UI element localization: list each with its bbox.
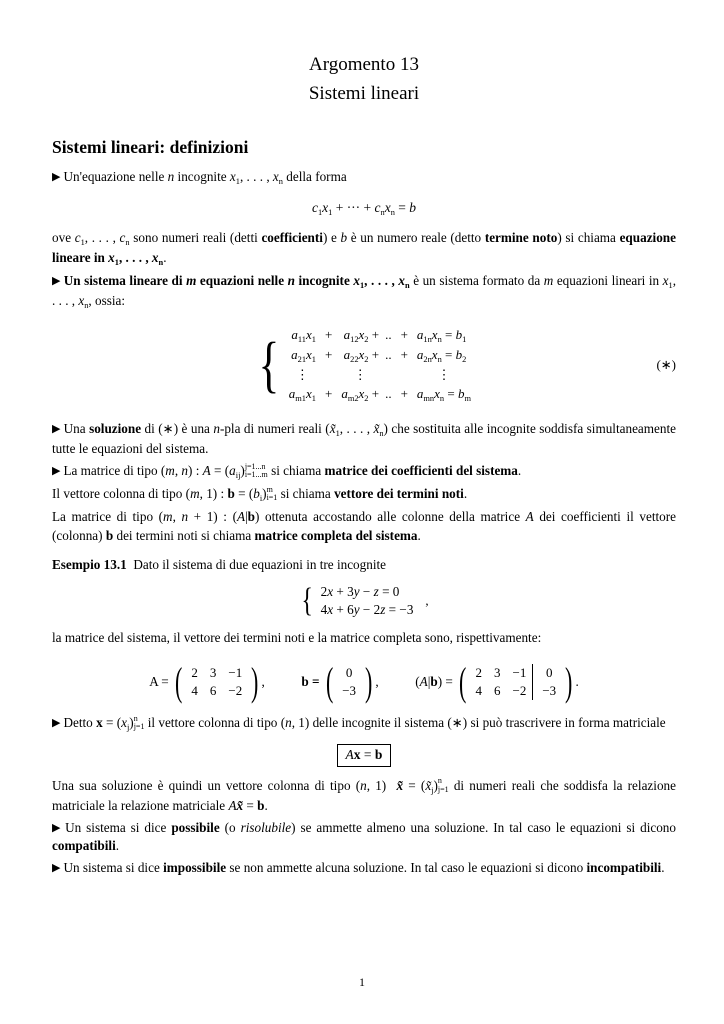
table-row: 2 3 −1 <box>191 664 243 680</box>
example-comma: , <box>425 593 429 609</box>
matrix-b-label: b = <box>301 673 320 689</box>
equation-linear-general: $c_1x_1$ + ··· + $c_nx_n = b$ <box>311 199 417 217</box>
matrices-row <box>52 658 676 704</box>
comma: , <box>375 673 379 689</box>
paragraph-solution-definition: ▶ Una soluzione di (∗) è una n-pla di numeri reali ($x̃_1$, . . . , $x̃_n$) che sostituita alle incognite soddisfa simultaneamente tutte le equazioni del sistema. <box>52 421 677 457</box>
bullet-icon: ▶ <box>52 861 61 874</box>
page-number: 1 <box>359 975 365 989</box>
title-line-1: Argomento 13 <box>309 54 419 75</box>
matrix-A-table <box>185 664 248 700</box>
close-paren: ) <box>565 658 573 704</box>
table-row: 4 6 −2 <box>191 682 243 698</box>
paragraph-coefficient-matrix: ▶ La matrice di tipo (m, n) : $A = (a_{ij})j=1...n$ i=1...m si chiama matrice dei coefficienti del sistema. <box>52 461 522 481</box>
open-paren: ( <box>325 658 334 704</box>
boxed-matrix-equation <box>52 744 676 767</box>
matrix-b-table <box>336 664 362 700</box>
section-heading: Sistemi lineari: definizioni <box>52 136 249 157</box>
close-paren: ) <box>251 658 259 704</box>
left-brace: { <box>258 330 280 399</box>
comma: , <box>261 673 265 689</box>
close-paren: ) <box>365 658 373 704</box>
left-brace: { <box>301 582 314 620</box>
system-row-1: $a_{11}x_1$ + $a_{12}x_2$ + .. + $a_{1n}x_n = b_1$ <box>291 326 467 344</box>
table-row: −3 <box>342 682 357 698</box>
matrix-Ab: (A|b) = ( 2 3 −1 0 4 6 −2 −3 ) . <box>415 658 579 704</box>
open-paren: ( <box>175 658 183 704</box>
title-line-2: Sistemi lineari <box>308 83 420 105</box>
paragraph-equation-definition: ▶ Un'equazione nelle n incognite $x_1$, . . . , $x_n$ della forma <box>52 168 347 186</box>
example-row-1: 2x + 3y − z = 0 <box>320 584 400 600</box>
example-label: Esempio 13.1 <box>52 557 127 573</box>
equation-tag-star: (∗) <box>656 356 676 372</box>
example-system-table <box>319 583 416 619</box>
paragraph-matrix-form: ▶ Detto $x = (x_j)n$ j=1 il vettore colonna di tipo (n, 1) delle incognite il sistema (∗) si può trascrivere in forma matriciale <box>52 713 666 732</box>
table-row: 4 6 −2 −3 <box>469 682 562 700</box>
paragraph-possible-system: ▶ Un sistema si dice possibile (o risolubile) se ammette almeno una soluzione. In tal caso le equazioni si dicono compatibili. <box>52 819 676 854</box>
system-of-equations <box>52 325 676 404</box>
system-table <box>286 325 474 404</box>
bullet-icon: ▶ <box>52 716 61 729</box>
table-row: 2 3 −1 0 <box>469 664 562 682</box>
paragraph-coefficients: ove $c_1$, . . . , $c_n$ sono numeri reali (detti coefficienti) e b è un numero reale (detto termine noto) si chiama equazione lineare in $x_1$, . . . , $x_n$. <box>52 229 676 267</box>
bullet-icon: ▶ <box>52 821 63 834</box>
open-paren: ( <box>459 658 467 704</box>
paragraph-constants-vector: Il vettore colonna di tipo (m, 1) : $b = (b_i)m$ i=1 si chiama vettore dei termini noti. <box>52 484 468 504</box>
table-row: 0 <box>345 664 353 680</box>
paragraph-complete-matrix: La matrice di tipo (m, n + 1) : (A|b) ottenuta accostando alle colonne della matrice A dei coefficienti il vettore (colonna) b dei termini noti si chiama matrice completa del sistema. <box>52 508 676 543</box>
matrix-A-label: A = <box>149 673 169 689</box>
bullet-icon: ▶ <box>52 423 61 436</box>
document-content <box>52 50 676 881</box>
bullet-icon: ▶ <box>52 170 61 183</box>
example-system <box>52 583 676 619</box>
paragraph-system-definition: ▶ Un sistema lineare di m equazioni nelle n incognite $x_1$, . . . , $x_n$ è un sistema formato da m equazioni lineari in $x_1$, . . . , $x_n$, ossia: <box>52 272 677 310</box>
matrix-Ab-table <box>469 664 562 700</box>
paragraph-example-intro: Esempio 13.1 Dato il sistema di due equazioni in tre incognite <box>52 557 387 573</box>
paragraph-example-after: la matrice del sistema, il vettore dei termini noti e la matrice completa sono, rispettivamente: <box>52 630 542 646</box>
bullet-icon: ▶ <box>52 274 61 287</box>
example-row-2: 4x + 6y − 2z = −3 <box>320 602 414 618</box>
matrix-A <box>149 658 265 704</box>
system-row-2: $a_{21}x_1$ + $a_{22}x_2$ + .. + $a_{2n}x_n = b_2$ <box>291 346 467 364</box>
matrix-b <box>301 658 379 704</box>
boxed-equation: Ax = b <box>337 744 392 767</box>
document-title <box>52 50 676 109</box>
period: . <box>575 673 579 689</box>
paragraph-impossible-system: ▶ Un sistema si dice impossibile se non ammette alcuna soluzione. In tal caso le equazioni si dicono incompatibili. <box>52 859 665 875</box>
bullet-icon: ▶ <box>52 465 61 478</box>
paragraph-solution-matrix-form: Una sua soluzione è quindi un vettore colonna di tipo (n, 1) x̃ = $(x̃_j)n$ j=1 di numeri reali che soddisfa la relazione matriciale la relazione matriciale Ax̃ = b. <box>52 776 676 813</box>
system-row-m: $a_{m1}x_1$ + $a_{m2}x_2$ + .. + $a_{mn}x_n = b_m$ <box>288 385 471 403</box>
system-row-dots: ⋮ ⋮ ⋮ <box>295 366 451 382</box>
